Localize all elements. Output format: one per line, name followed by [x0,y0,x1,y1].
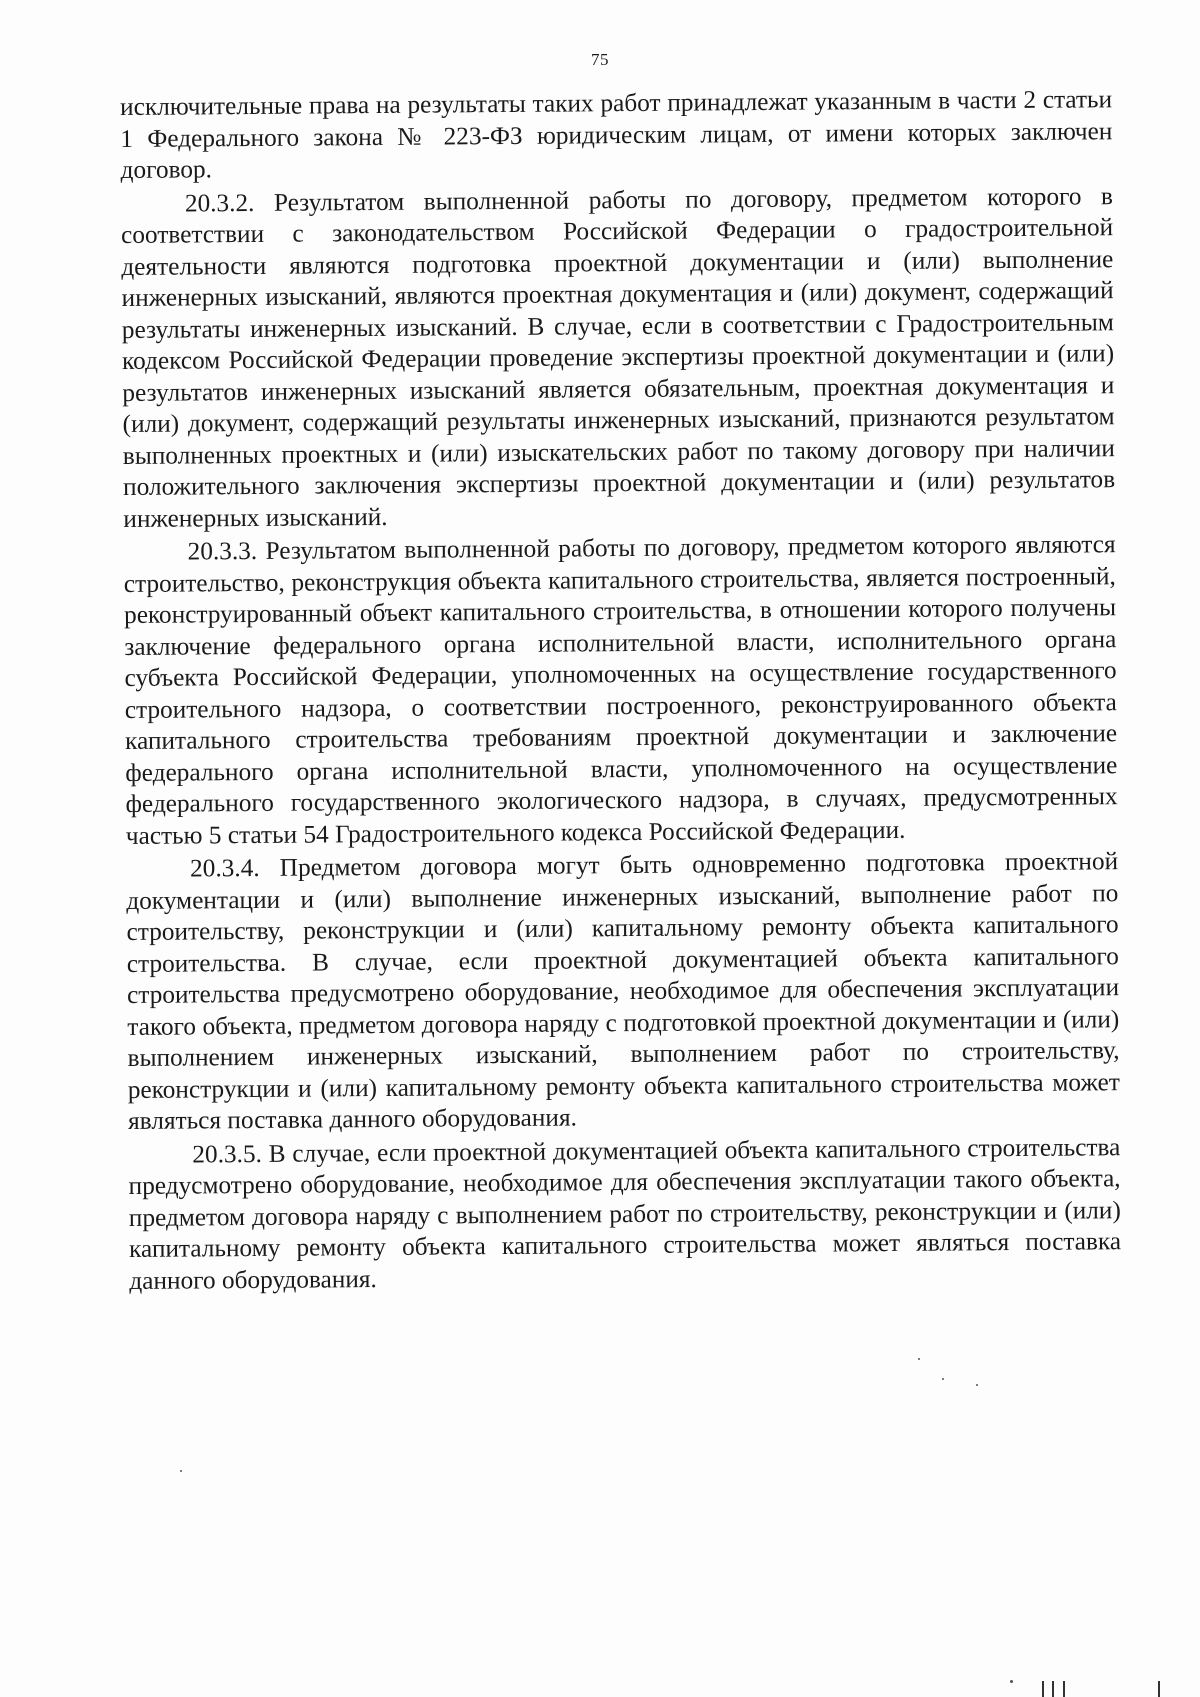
paragraph-20-3-4: 20.3.4. Предметом договора могут быть одновременно подготовка проектной документации и (или) выполнение инженерных изысканий, выполнение работ по строительству, реконструкции и (или) капитальному ремонту объекта капитального строительства. В случае, если проектной документацией объекта капитального строительства предусмотрено оборудование, необходимое для обеспечения эксплуатации такого объекта, предметом договора наряду с подготовкой проектной документации и (или) выполнением инженерных изысканий, выполнением работ по строительству, реконструкции и (или) капитальному ремонту объекта капитального строительства может являться поставка данного оборудования. [126,847,1120,1135]
scan-speck [180,1470,182,1472]
scan-speck [976,1384,978,1386]
scan-speck [918,1358,920,1360]
paragraph-20-3-3: 20.3.3. Результатом выполненной работы по договору, предметом которого являются строительство, реконструкция объекта капитального строительства, является построенный, реконструированный объект капитального строительства, в отношении которого получены заключение федерального органа исполнительной власти, исполнительного органа субъекта Российской Федерации, уполномоченных на осуществление государственного строительного надзора, о соответствии построенного, реконструированного объекта капитального строительства требованиям проектной документации и заключение федерального органа исполнительной власти, уполномоченного на осуществление федерального государственного экологического надзора, в случаях, предусмотренных частью 5 статьи 54 Градостроительного кодекса Российской Федерации. [123,530,1118,850]
scan-speck [942,1378,944,1380]
paragraph-20-3-5: 20.3.5. В случае, если проектной документацией объекта капитального строительства предусмотрено оборудование, необходимое для обеспечения эксплуатации такого объекта, предметом договора наряду с выполнением работ по строительству, реконструкции и (или) капитальному ремонту объекта капитального строительства может являться поставка данного оборудования. [128,1132,1122,1295]
paragraph-continuation: исключительные права на результаты таких работ принадлежат указанным в части 2 статьи 1 Федерального закона № 223-ФЗ юридическим лицам, от имени которых заключен договор. [120,85,1113,184]
page-number: 75 [591,50,609,69]
scan-edge-mark [1063,1681,1065,1697]
scan-edge-mark [1042,1681,1044,1697]
scan-edge-mark [1052,1681,1054,1697]
scan-edge-mark [1158,1681,1160,1697]
scan-speck [1010,1680,1013,1683]
paragraph-20-3-2: 20.3.2. Результатом выполненной работы по договору, предметом которого в соответствии с законодательством Российской Федерации о градостроительной деятельности являются подготовка проектной документации и (или) выполнение инженерных изысканий, являются проектная документация и (или) документ, содержащий результаты инженерных изысканий. В случае, если в соответствии с Градостроительным кодексом Российской Федерации проведение экспертизы проектной документации и (или) результатов инженерных изысканий является обязательным, проектная документация и (или) документ, содержащий результаты инженерных изысканий, признаются результатом выполненных проектных и (или) изыскательских работ по такому договору при наличии положительного заключения экспертизы проектной документации и (или) результатов инженерных изысканий. [121,181,1116,533]
document-body [120,84,1121,1297]
